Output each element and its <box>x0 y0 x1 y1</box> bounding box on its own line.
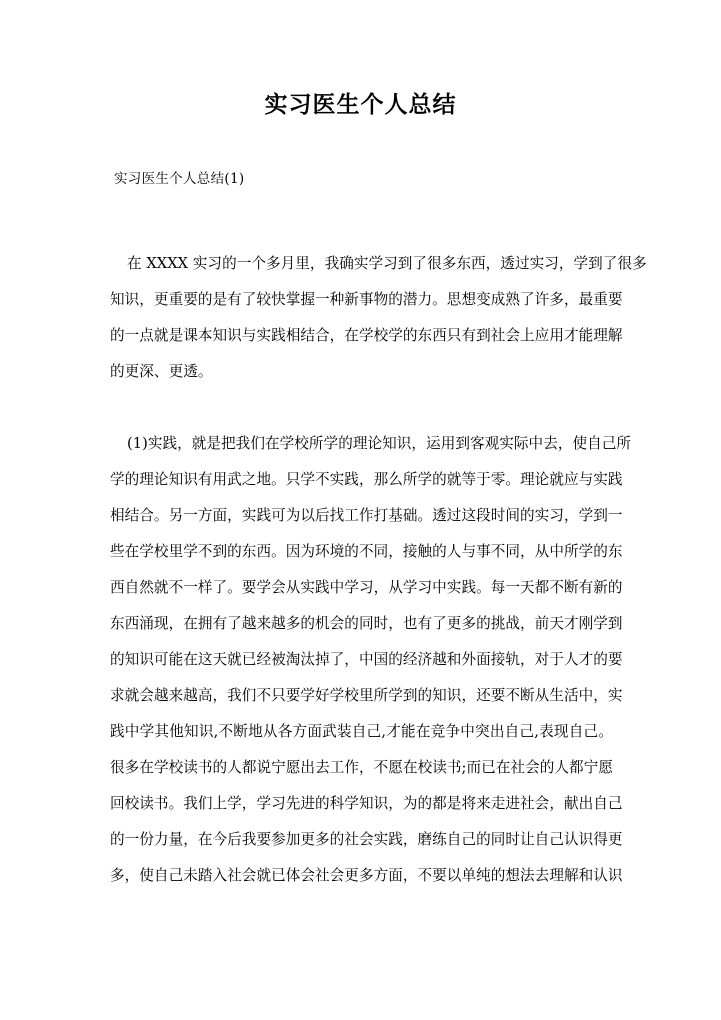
paragraph-line: 的更深、更透。 <box>110 363 213 380</box>
paragraph-2 <box>110 426 632 894</box>
document-body <box>110 168 647 894</box>
paragraph-1 <box>110 246 647 390</box>
paragraph-line: 东西涌现，在拥有了越来越多的机会的同时，也有了更多的挑战，前天才刚学到 <box>110 615 623 632</box>
document-subtitle: 实习医生个人总结(1) <box>114 171 245 187</box>
paragraph-line: 在 XXXX 实习的一个多月里，我确实学习到了很多东西，透过实习，学到了很多 <box>127 255 647 272</box>
paragraph-line: 回校读书。我们上学，学习先进的科学知识，为的都是将来走进社会，献出自己 <box>110 795 623 812</box>
paragraph-line: (1)实践，就是把我们在学校所学的理论知识，运用到客观实际中去，使自己所 <box>127 435 632 452</box>
paragraph-line: 西自然就不一样了。要学会从实践中学习，从学习中实践。每一天都不断有新的 <box>110 579 623 596</box>
paragraph-line: 的一点就是课本知识与实践相结合，在学校学的东西只有到社会上应用才能理解 <box>110 327 623 344</box>
paragraph-line: 知识，更重要的是有了较快掌握一种新事物的潜力。思想变成熟了许多，最重要 <box>110 291 623 308</box>
paragraph-line: 相结合。另一方面，实践可为以后找工作打基础。透过这段时间的实习，学到一 <box>110 507 623 524</box>
paragraph-line: 求就会越来越高，我们不只要学好学校里所学到的知识，还要不断从生活中，实 <box>110 687 623 704</box>
paragraph-line: 的一份力量，在今后我要参加更多的社会实践，磨练自己的同时让自己认识得更 <box>110 831 623 848</box>
paragraph-line: 些在学校里学不到的东西。因为环境的不同，接触的人与事不同，从中所学的东 <box>110 543 623 560</box>
paragraph-line: 多，使自己未踏入社会就已体会社会更多方面，不要以单纯的想法去理解和认识 <box>110 867 623 884</box>
paragraph-line: 践中学其他知识,不断地从各方面武装自己,才能在竞争中突出自己,表现自己。 <box>110 723 613 740</box>
paragraph-line: 的知识可能在这天就已经被淘汰掉了，中国的经济越和外面接轨，对于人才的要 <box>110 651 623 668</box>
page-title: 实习医生个人总结 <box>264 91 457 118</box>
paragraph-line: 很多在学校读书的人都说宁愿出去工作，不愿在校读书;而已在社会的人都宁愿 <box>110 759 613 776</box>
paragraph-line: 学的理论知识有用武之地。只学不实践，那么所学的就等于零。理论就应与实践 <box>110 471 623 488</box>
